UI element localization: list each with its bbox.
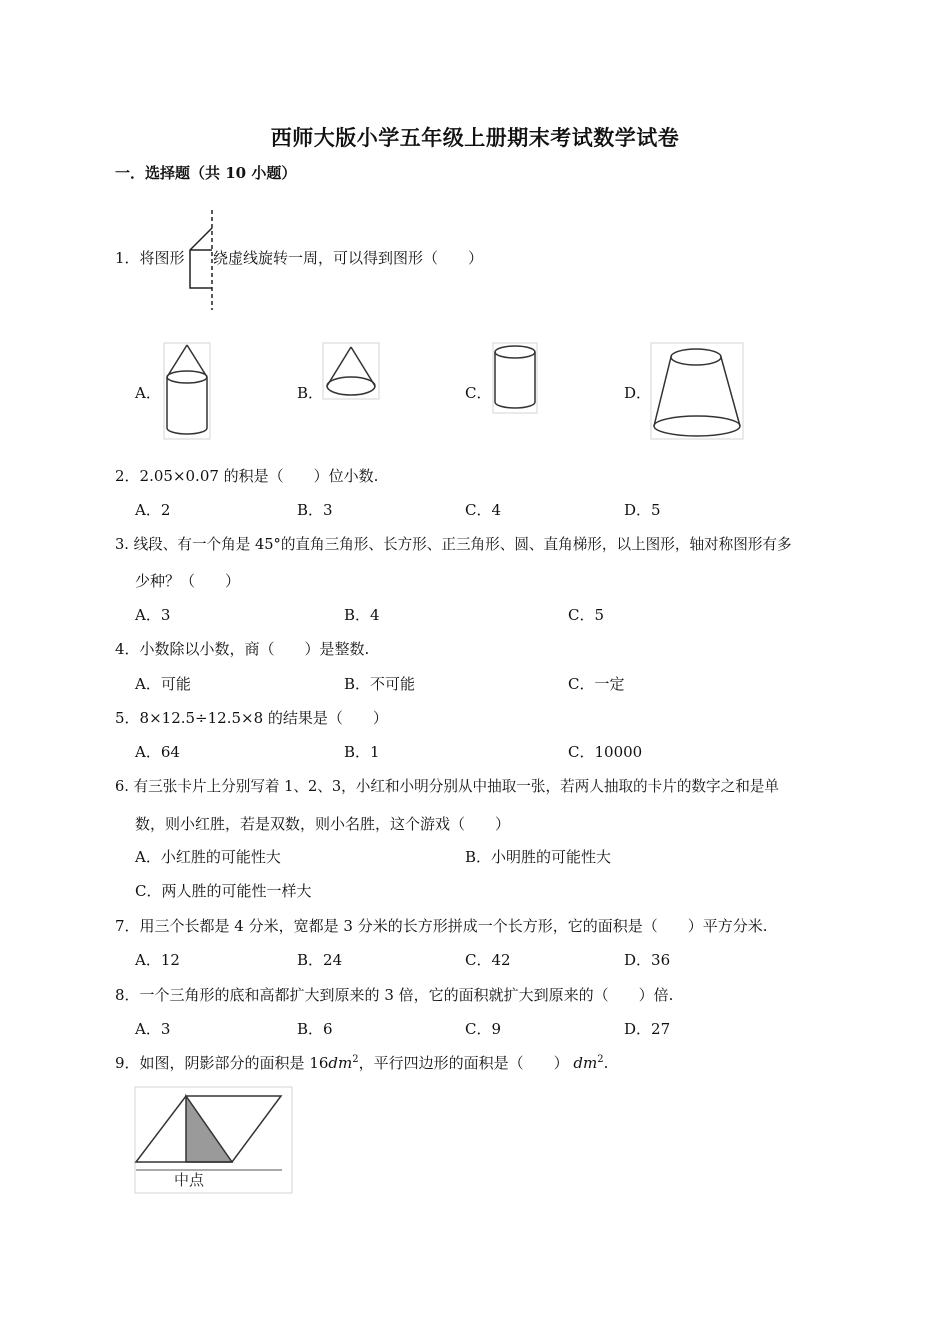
answer-unit-exponent: 2	[597, 1054, 604, 1065]
question-4-option-b[interactable]: B．不可能	[344, 675, 416, 693]
question-7-option-b[interactable]: B．24	[297, 951, 343, 969]
option-d-frustum-figure	[650, 342, 744, 440]
question-8-option-d[interactable]: D．27	[624, 1020, 671, 1038]
question-8-option-c[interactable]: C．9	[465, 1020, 502, 1038]
midpoint-label: 中点	[174, 1171, 205, 1189]
question-5-option-c[interactable]: C．10000	[568, 743, 643, 761]
question-9-stem	[115, 1053, 608, 1073]
question-6-option-b[interactable]: B．小明胜的可能性大	[465, 848, 612, 866]
unit-exponent: 2	[352, 1054, 359, 1065]
question-2-option-c[interactable]: C．4	[465, 501, 502, 519]
option-c-cylinder-figure	[492, 342, 538, 414]
question-6-stem: 6. 有三张卡片上分别写着 1、2、3，小红和小明分别从中抽取一张，若两人抽取的卡片的数字之和是单	[115, 778, 779, 795]
question-7-option-a[interactable]: A．12	[135, 951, 180, 969]
question-2-option-d[interactable]: D．5	[624, 501, 661, 519]
question-6-stem-line2: 数，则小红胜，若是双数，则小名胜，这个游戏（ ）	[135, 815, 511, 833]
question-7-stem: 7．用三个长都是 4 分米，宽都是 3 分米的长方形拼成一个长方形，它的面积是（ ）平方分米.	[115, 917, 768, 935]
question-2-stem: 2．2.05×0.07 的积是（ ）位小数.	[115, 467, 379, 485]
question-3-option-a[interactable]: A．3	[135, 606, 171, 624]
question-3-option-c[interactable]: C．5	[568, 606, 605, 624]
answer-unit-dm: dm	[573, 1054, 598, 1072]
question-4-option-c[interactable]: C．一定	[568, 675, 625, 693]
page-title: 西师大版小学五年级上册期末考试数学试卷	[270, 125, 680, 150]
question-2-option-b[interactable]: B．3	[297, 501, 333, 519]
question-8-option-b[interactable]: B．6	[297, 1020, 333, 1038]
question-1-option-a[interactable]: A．	[135, 384, 161, 402]
question-8-option-a[interactable]: A．3	[135, 1020, 171, 1038]
question-4-option-a[interactable]: A．可能	[135, 675, 191, 693]
question-9-stem-end: .	[603, 1054, 609, 1072]
question-8-stem: 8．一个三角形的底和高都扩大到原来的 3 倍，它的面积就扩大到原来的（ ）倍.	[115, 986, 674, 1004]
question-3-stem: 3. 线段、有一个角是 45°的直角三角形、长方形、正三角形、圆、直角梯形，以上图形，轴对称图形有多	[115, 536, 792, 553]
unit-dm: dm	[328, 1054, 353, 1072]
question-9-stem-part2: ，平行四边形的面积是（ ）	[358, 1054, 569, 1072]
question-6-option-a[interactable]: A．小红胜的可能性大	[135, 848, 281, 866]
option-a-cone-on-cylinder-figure	[163, 342, 211, 440]
question-1-stem-pre: 1．将图形	[115, 249, 185, 267]
question-4-stem: 4．小数除以小数，商（ ）是整数.	[115, 640, 370, 658]
question-3-stem-line2: 少种？（ ）	[135, 572, 241, 590]
question-1-option-b[interactable]: B．	[297, 384, 324, 402]
question-5-stem: 5．8×12.5÷12.5×8 的结果是（ ）	[115, 709, 388, 727]
section-heading: 一．选择题（共 10 小题）	[115, 164, 297, 182]
question-5-option-b[interactable]: B．1	[344, 743, 380, 761]
question-1-stem-post: 绕虚线旋转一周，可以得到图形（ ）	[213, 249, 484, 267]
question-7-option-d[interactable]: D．36	[624, 951, 671, 969]
question-9-parallelogram-figure	[134, 1086, 294, 1196]
question-2-option-a[interactable]: A．2	[135, 501, 171, 519]
question-9-stem-part1: 9．如图，阴影部分的面积是 16	[115, 1054, 329, 1072]
question-6-option-c[interactable]: C．两人胜的可能性一样大	[135, 882, 312, 900]
question-7-option-c[interactable]: C．42	[465, 951, 511, 969]
question-1-option-c[interactable]: C．	[465, 384, 492, 402]
question-3-option-b[interactable]: B．4	[344, 606, 380, 624]
option-b-cone-figure	[322, 342, 380, 400]
question-1-option-d[interactable]: D．	[624, 384, 652, 402]
question-5-option-a[interactable]: A．64	[135, 743, 180, 761]
